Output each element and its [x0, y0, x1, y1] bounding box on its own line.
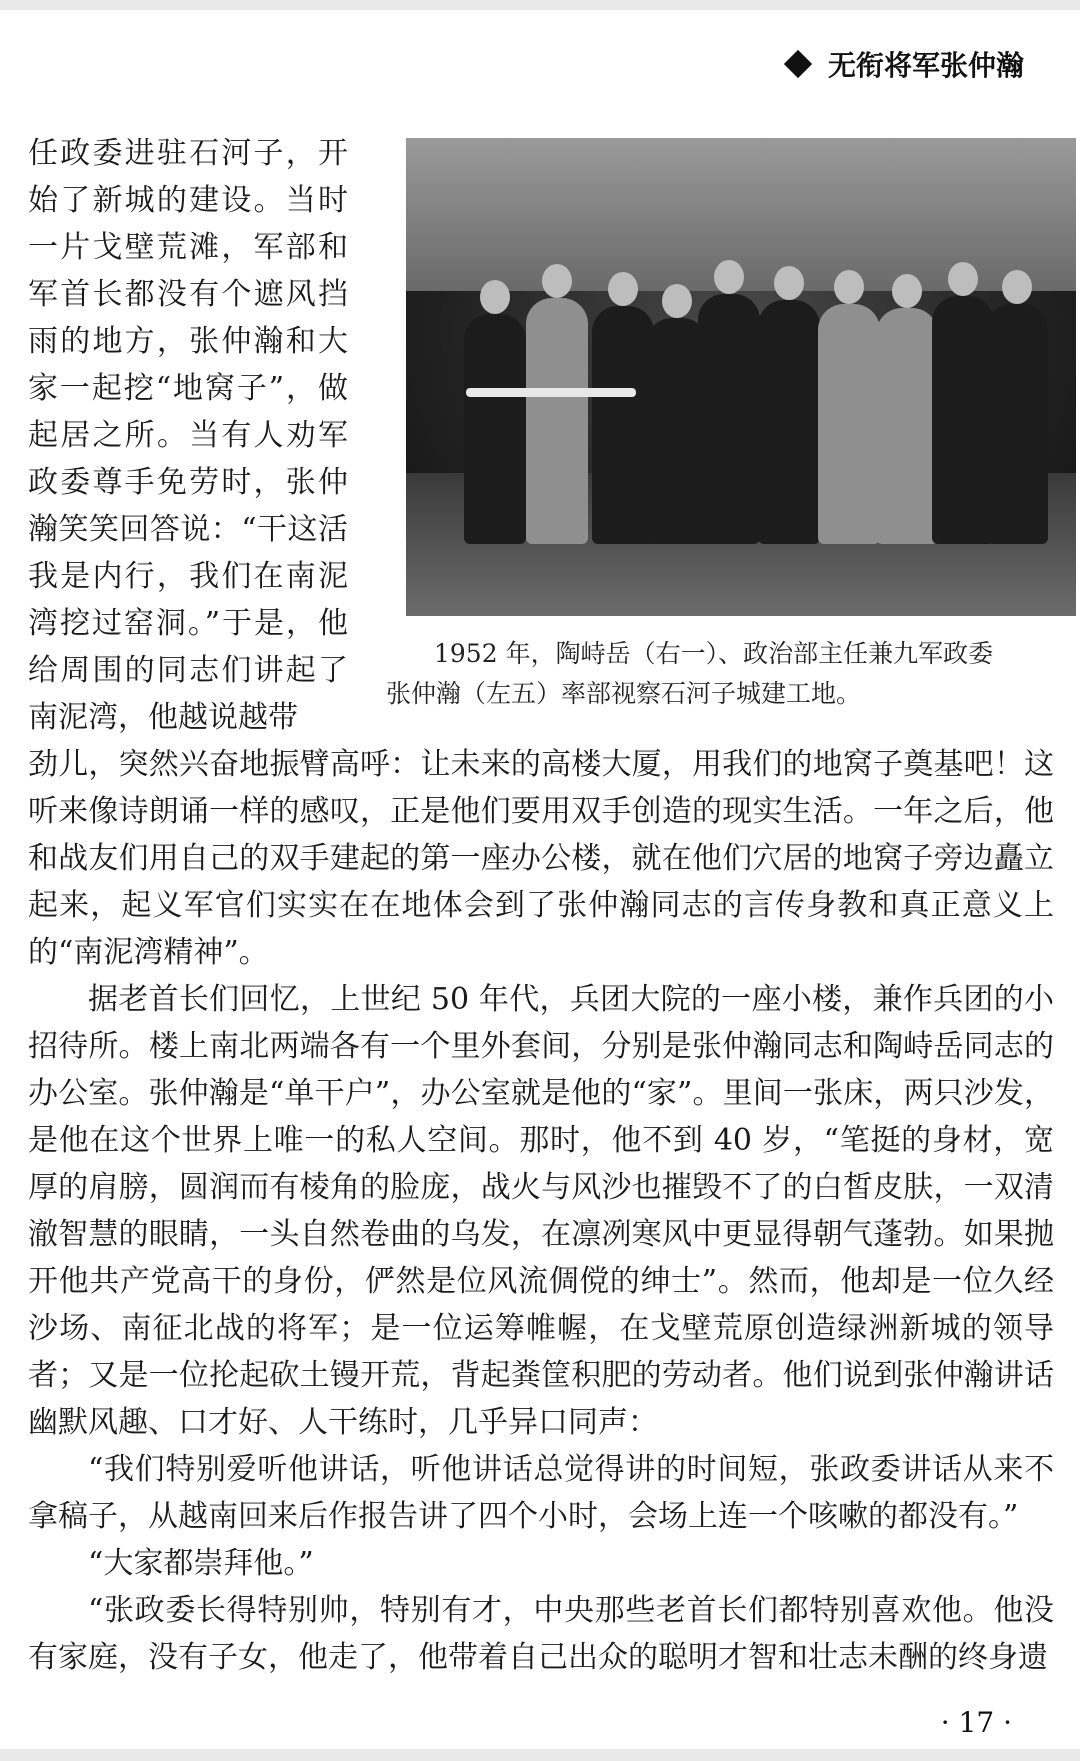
wrapped-paragraph: 任政委进驻石河子，开始了新城的建设。当时一片戈壁荒滩，军部和军首长都没有个遮风挡雨的地方，张仲瀚和大家一起挖“地窝子”，做起居之所。当有人劝军政委尊手免劳时，张仲瀚笑笑回答说：“干这活我是内行，我们在南泥湾挖过窑洞。”于是，他给周围的同志们讲起了南泥湾，他越说越带 [28, 136, 348, 735]
bottom-margin-strip [0, 1749, 1080, 1761]
photo-person [758, 300, 820, 544]
paragraph-continued: 劲儿，突然兴奋地振臂高呼：让未来的高楼大厦，用我们的地窝子奠基吧！这听来像诗朗诵一样的感叹，正是他们要用双手创造的现实生活。一年之后，他和战友们用自己的双手建起的第一座办公楼，就在他们穴居的地窝子旁边矗立起来，起义军官们实实在在地体会到了张仲瀚同志的言传身教和真正意义上的“南泥湾精神”。 [28, 747, 1054, 970]
paragraph-quote: “大家都崇拜他。” [88, 1546, 314, 1581]
diamond-bullet-icon [784, 50, 812, 78]
running-header-title: 无衔将军张仲瀚 [827, 49, 1024, 82]
photo-person [592, 306, 654, 544]
photo-person [932, 296, 994, 544]
photo-caption: 1952 年，陶峙岳（右一）、政治部主任兼九军政委张仲瀚（左五）率部视察石河子城建工地。 [386, 639, 994, 708]
photo-person [876, 308, 938, 544]
paragraph: 据老首长们回忆，上世纪 50 年代，兵团大院的一座小楼，兼作兵团的小招待所。楼上南北两端各有一个里外套间，分别是张仲瀚同志和陶峙岳同志的办公室。张仲瀚是“单干户”，办公室就是他的“家”。里间一张床，两只沙发，是他在这个世界上唯一的私人空间。那时，他不到 40 岁，“笔挺的身材，宽厚的肩膀，圆润而有棱角的脸庞，战火与风沙也摧毁不了的白皙皮肤，一双清澈智慧的眼睛，一头自然卷曲的乌发，在凛冽寒风中更显得朝气蓬勃。如果抛开他共产党高干的身份，俨然是位风流倜傥的绅士”。然而，他却是一位久经沙场、南征北战的将军；是一位运筹帷幄，在戈壁荒原创造绿洲新城的领导者；又是一位抡起砍土镘开荒，背起粪筐积肥的劳动者。他们说到张仲瀚讲话幽默风趣、口才好、人干练时，几乎异口同声： [28, 982, 1054, 1440]
page-number: · 17 · [940, 1706, 1012, 1739]
body-text [28, 741, 1054, 1681]
photo-person [698, 294, 760, 544]
photo-figure [386, 138, 1076, 714]
photo-person [526, 298, 588, 544]
running-header [788, 44, 1024, 84]
paragraph-quote: “我们特别爱听他讲话，听他讲话总觉得讲的时间短，张政委讲话从来不拿稿子，从越南回来后作报告讲了四个小时，会场上连一个咳嗽的都没有。” [28, 1452, 1054, 1534]
page-content [28, 130, 1054, 1681]
historical-photo [406, 138, 1076, 616]
photo-person [986, 304, 1048, 544]
photo-person [818, 304, 880, 544]
paragraph-quote: “张政委长得特别帅，特别有才，中央那些老首长们都特别喜欢他。他没有家庭，没有子女，他走了，他带着自己出众的聪明才智和壮志未酬的终身遗 [28, 1593, 1054, 1675]
rolled-blueprint [466, 388, 636, 397]
photo-person [464, 314, 526, 544]
top-margin-strip [0, 0, 1080, 10]
